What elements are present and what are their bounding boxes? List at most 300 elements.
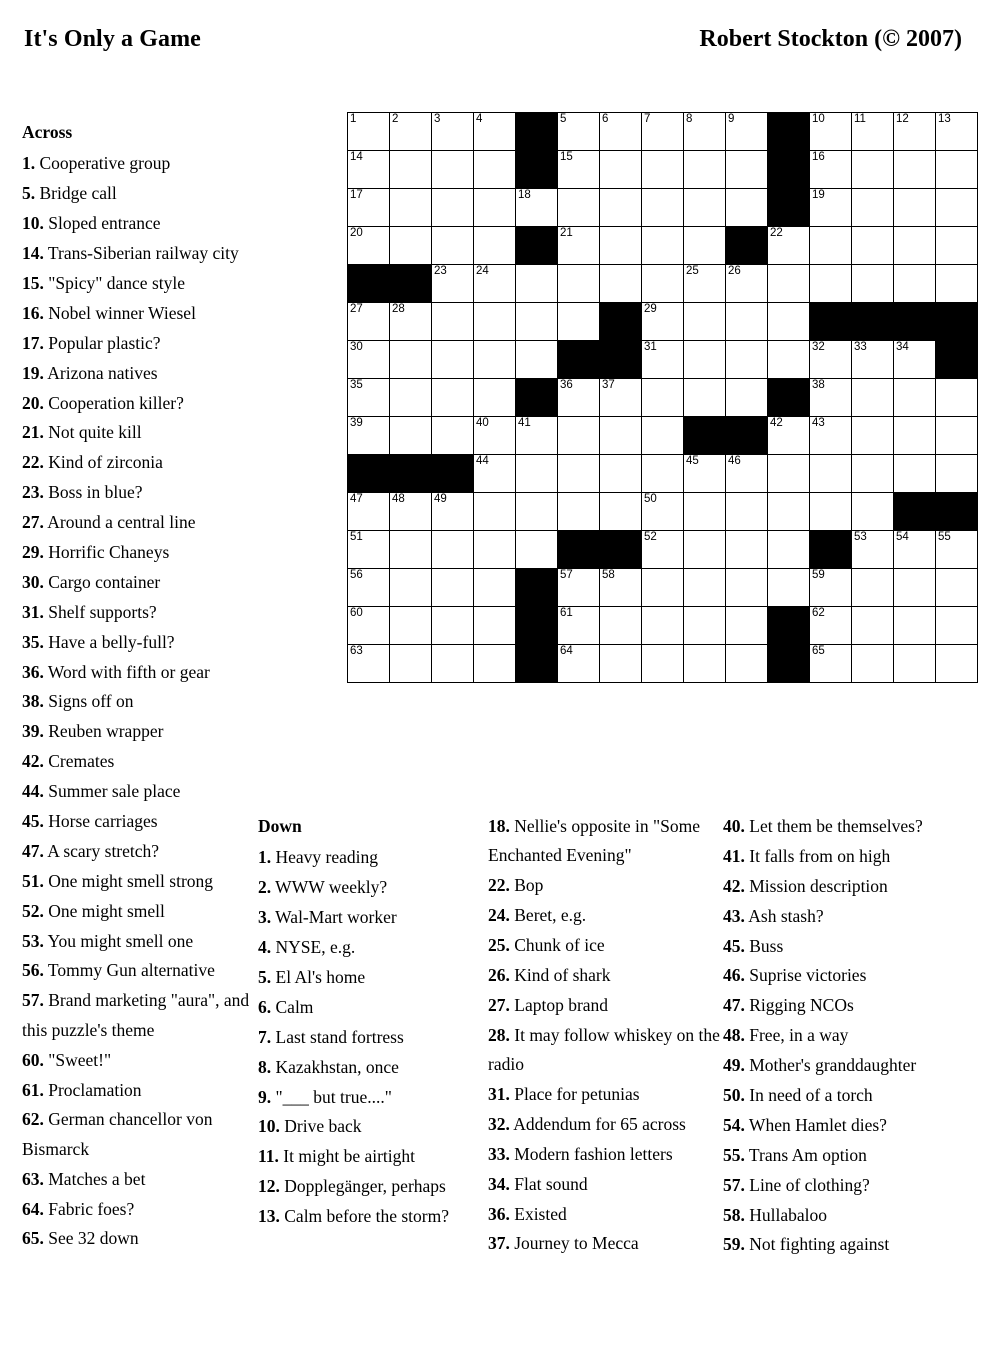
- grid-cell-block: [348, 455, 390, 493]
- grid-cell[interactable]: [684, 379, 726, 417]
- grid-cell[interactable]: [348, 227, 390, 265]
- grid-cell[interactable]: [558, 265, 600, 303]
- clue-text: You might smell one: [43, 930, 194, 951]
- clue-text: WWW weekly?: [271, 877, 388, 898]
- clue-number: 65.: [22, 1228, 44, 1249]
- grid-cell[interactable]: [936, 189, 978, 227]
- grid-cell-number: 54: [896, 531, 909, 543]
- grid-cell[interactable]: [726, 303, 768, 341]
- down-clue: [258, 1083, 488, 1112]
- grid-cell[interactable]: [558, 303, 600, 341]
- grid-cell[interactable]: [516, 189, 558, 227]
- grid-cell[interactable]: [348, 645, 390, 683]
- across-clue: [22, 568, 258, 597]
- grid-cell[interactable]: [390, 303, 432, 341]
- grid-cell[interactable]: [348, 189, 390, 227]
- grid-cell[interactable]: [810, 189, 852, 227]
- grid-cell[interactable]: [726, 455, 768, 493]
- grid-cell[interactable]: [684, 645, 726, 683]
- grid-cell[interactable]: [474, 455, 516, 493]
- grid-cell[interactable]: [432, 531, 474, 569]
- grid-cell[interactable]: [474, 493, 516, 531]
- grid-cell[interactable]: [852, 531, 894, 569]
- grid-cell[interactable]: [432, 341, 474, 379]
- grid-cell[interactable]: [642, 265, 684, 303]
- grid-cell[interactable]: [684, 455, 726, 493]
- grid-cell[interactable]: [936, 645, 978, 683]
- across-clue: [22, 418, 258, 447]
- grid-cell[interactable]: [684, 607, 726, 645]
- grid-cell-number: 15: [560, 151, 573, 163]
- grid-cell[interactable]: [390, 189, 432, 227]
- grid-cell[interactable]: [768, 531, 810, 569]
- grid-cell[interactable]: [894, 645, 936, 683]
- grid-cell[interactable]: [432, 607, 474, 645]
- grid-cell-block: [432, 455, 474, 493]
- grid-cell[interactable]: [936, 151, 978, 189]
- grid-cell-number: 51: [350, 531, 363, 543]
- grid-cell[interactable]: [432, 645, 474, 683]
- grid-cell[interactable]: [474, 417, 516, 455]
- grid-cell[interactable]: [516, 493, 558, 531]
- grid-cell-block: [684, 417, 726, 455]
- grid-cell[interactable]: [432, 493, 474, 531]
- grid-cell[interactable]: [390, 645, 432, 683]
- down-clue: [488, 991, 723, 1020]
- grid-cell[interactable]: [558, 113, 600, 151]
- down-clue: [723, 932, 963, 961]
- clue-number: 56.: [22, 960, 44, 981]
- grid-cell-block: [768, 645, 810, 683]
- grid-cell[interactable]: [936, 379, 978, 417]
- grid-cell-block: [810, 303, 852, 341]
- clue-number: 10.: [258, 1116, 280, 1137]
- grid-cell[interactable]: [432, 189, 474, 227]
- down-clue: [488, 901, 723, 930]
- grid-cell[interactable]: [600, 493, 642, 531]
- grid-cell[interactable]: [348, 417, 390, 455]
- grid-cell[interactable]: [558, 417, 600, 455]
- grid-cell[interactable]: [936, 265, 978, 303]
- grid-cell[interactable]: [768, 303, 810, 341]
- grid-cell[interactable]: [852, 189, 894, 227]
- crossword-grid[interactable]: [347, 112, 978, 683]
- grid-cell[interactable]: [432, 151, 474, 189]
- grid-cell[interactable]: [348, 531, 390, 569]
- grid-cell[interactable]: [516, 303, 558, 341]
- clue-text: Arizona natives: [43, 362, 158, 383]
- grid-cell[interactable]: [726, 379, 768, 417]
- grid-cell[interactable]: [642, 303, 684, 341]
- clue-number: 64.: [22, 1198, 44, 1219]
- grid-cell[interactable]: [810, 341, 852, 379]
- grid-cell[interactable]: [726, 607, 768, 645]
- grid-cell[interactable]: [684, 189, 726, 227]
- clue-text: Journey to Mecca: [509, 1233, 639, 1254]
- grid-cell[interactable]: [642, 189, 684, 227]
- grid-cell[interactable]: [936, 455, 978, 493]
- clue-number: 63.: [22, 1168, 44, 1189]
- clue-text: German chancellor von Bismarck: [22, 1109, 213, 1159]
- grid-cell[interactable]: [852, 493, 894, 531]
- clue-text: Shelf supports?: [43, 601, 157, 622]
- grid-cell-number: 29: [644, 303, 657, 315]
- grid-cell[interactable]: [768, 265, 810, 303]
- grid-cell[interactable]: [936, 417, 978, 455]
- grid-cell-block: [768, 379, 810, 417]
- grid-cell[interactable]: [894, 227, 936, 265]
- grid-cell[interactable]: [600, 569, 642, 607]
- clue-number: 8.: [258, 1056, 272, 1077]
- grid-cell[interactable]: [558, 189, 600, 227]
- grid-cell[interactable]: [810, 607, 852, 645]
- grid-cell-number: 52: [644, 531, 657, 543]
- grid-cell-number: 65: [812, 645, 825, 657]
- grid-cell[interactable]: [684, 265, 726, 303]
- grid-cell[interactable]: [558, 493, 600, 531]
- grid-cell[interactable]: [642, 569, 684, 607]
- across-clue: [22, 927, 258, 956]
- grid-cell[interactable]: [768, 417, 810, 455]
- grid-cell[interactable]: [348, 607, 390, 645]
- grid-cell[interactable]: [726, 341, 768, 379]
- clue-number: 1.: [258, 847, 272, 868]
- grid-cell[interactable]: [432, 417, 474, 455]
- grid-cell-number: 8: [686, 113, 693, 125]
- clue-text: Line of clothing?: [744, 1174, 870, 1195]
- grid-cell[interactable]: [516, 531, 558, 569]
- down-clue: [723, 1081, 963, 1110]
- grid-cell[interactable]: [474, 265, 516, 303]
- grid-cell[interactable]: [432, 303, 474, 341]
- grid-cell[interactable]: [726, 569, 768, 607]
- grid-cell[interactable]: [642, 113, 684, 151]
- grid-cell[interactable]: [558, 227, 600, 265]
- grid-cell[interactable]: [474, 113, 516, 151]
- clue-text: It falls from on high: [744, 845, 891, 866]
- clue-text: One might smell: [43, 900, 165, 921]
- across-clue: [22, 149, 258, 178]
- clue-text: Horse carriages: [43, 810, 158, 831]
- grid-cell[interactable]: [390, 379, 432, 417]
- clue-text: Ash stash?: [744, 905, 824, 926]
- grid-row: [348, 607, 978, 645]
- grid-cell[interactable]: [642, 607, 684, 645]
- grid-cell[interactable]: [558, 379, 600, 417]
- clue-text: Proclamation: [43, 1079, 142, 1100]
- grid-cell[interactable]: [852, 113, 894, 151]
- clue-text: Modern fashion letters: [509, 1143, 673, 1164]
- grid-cell[interactable]: [894, 113, 936, 151]
- grid-cell[interactable]: [852, 151, 894, 189]
- grid-cell[interactable]: [474, 151, 516, 189]
- grid-row: [348, 645, 978, 683]
- grid-cell[interactable]: [642, 379, 684, 417]
- clue-number: 34.: [488, 1173, 510, 1194]
- grid-cell[interactable]: [600, 265, 642, 303]
- down-clues-container-3: [723, 812, 963, 1260]
- grid-cell[interactable]: [390, 227, 432, 265]
- clue-number: 7.: [258, 1026, 272, 1047]
- grid-cell-number: 17: [350, 189, 363, 201]
- grid-cell[interactable]: [348, 569, 390, 607]
- across-clue: [22, 747, 258, 776]
- grid-cell[interactable]: [684, 151, 726, 189]
- grid-cell[interactable]: [852, 227, 894, 265]
- grid-cell[interactable]: [768, 569, 810, 607]
- grid-cell[interactable]: [390, 531, 432, 569]
- grid-cell[interactable]: [390, 493, 432, 531]
- clue-number: 42.: [723, 875, 745, 896]
- down-clue: [258, 933, 488, 962]
- grid-cell[interactable]: [474, 645, 516, 683]
- grid-cell[interactable]: [936, 227, 978, 265]
- grid-cell[interactable]: [684, 113, 726, 151]
- grid-cell[interactable]: [726, 113, 768, 151]
- grid-cell[interactable]: [684, 531, 726, 569]
- grid-cell[interactable]: [600, 227, 642, 265]
- grid-cell[interactable]: [852, 417, 894, 455]
- grid-cell-number: 16: [812, 151, 825, 163]
- grid-cell-number: 45: [686, 455, 699, 467]
- grid-cell-block: [600, 531, 642, 569]
- grid-cell-number: 57: [560, 569, 573, 581]
- grid-cell[interactable]: [894, 189, 936, 227]
- grid-cell-number: 21: [560, 227, 573, 239]
- across-clue: [22, 389, 258, 418]
- down-clue: [488, 1080, 723, 1109]
- grid-cell[interactable]: [600, 645, 642, 683]
- grid-cell[interactable]: [810, 569, 852, 607]
- clue-number: 3.: [258, 907, 272, 928]
- grid-cell[interactable]: [684, 227, 726, 265]
- clue-text: Cooperation killer?: [43, 392, 184, 413]
- grid-cell-number: 14: [350, 151, 363, 163]
- grid-cell[interactable]: [390, 417, 432, 455]
- grid-table[interactable]: [347, 112, 978, 683]
- clue-number: 26.: [488, 964, 510, 985]
- grid-cell[interactable]: [684, 341, 726, 379]
- clue-text: Popular plastic?: [43, 332, 161, 353]
- grid-cell[interactable]: [810, 227, 852, 265]
- grid-cell[interactable]: [768, 455, 810, 493]
- grid-cell[interactable]: [600, 607, 642, 645]
- grid-cell[interactable]: [684, 493, 726, 531]
- grid-cell[interactable]: [894, 151, 936, 189]
- grid-cell[interactable]: [726, 493, 768, 531]
- grid-row: [348, 531, 978, 569]
- across-clue: [22, 628, 258, 657]
- grid-cell[interactable]: [852, 569, 894, 607]
- grid-cell[interactable]: [348, 151, 390, 189]
- grid-cell[interactable]: [432, 379, 474, 417]
- grid-cell[interactable]: [642, 151, 684, 189]
- grid-cell[interactable]: [726, 531, 768, 569]
- grid-cell[interactable]: [894, 569, 936, 607]
- grid-cell[interactable]: [642, 455, 684, 493]
- grid-cell[interactable]: [852, 607, 894, 645]
- grid-cell[interactable]: [894, 265, 936, 303]
- down-clue: [258, 1112, 488, 1141]
- clue-number: 11.: [258, 1146, 279, 1167]
- grid-cell-block: [390, 265, 432, 303]
- grid-cell[interactable]: [810, 151, 852, 189]
- down-clue: [488, 961, 723, 990]
- grid-cell[interactable]: [474, 531, 516, 569]
- grid-cell[interactable]: [810, 493, 852, 531]
- grid-cell[interactable]: [642, 645, 684, 683]
- grid-cell[interactable]: [516, 455, 558, 493]
- grid-cell-number: 49: [434, 493, 447, 505]
- clue-text: Reuben wrapper: [43, 721, 164, 742]
- clue-number: 36.: [22, 661, 44, 682]
- grid-cell[interactable]: [390, 569, 432, 607]
- down-clue: [488, 1140, 723, 1169]
- down-clue: [258, 873, 488, 902]
- grid-cell[interactable]: [474, 227, 516, 265]
- grid-cell[interactable]: [894, 341, 936, 379]
- grid-cell[interactable]: [600, 113, 642, 151]
- grid-cell[interactable]: [432, 569, 474, 607]
- clue-number: 6.: [258, 996, 272, 1017]
- grid-cell[interactable]: [558, 607, 600, 645]
- across-clue: [22, 1105, 258, 1164]
- grid-cell[interactable]: [936, 607, 978, 645]
- grid-cell[interactable]: [348, 493, 390, 531]
- grid-cell[interactable]: [558, 569, 600, 607]
- grid-cell[interactable]: [642, 531, 684, 569]
- grid-cell[interactable]: [600, 151, 642, 189]
- grid-cell[interactable]: [558, 151, 600, 189]
- grid-cell[interactable]: [810, 455, 852, 493]
- clue-text: Hullabaloo: [744, 1204, 828, 1225]
- grid-cell[interactable]: [810, 379, 852, 417]
- grid-cell[interactable]: [432, 227, 474, 265]
- grid-cell[interactable]: [642, 493, 684, 531]
- grid-row: [348, 569, 978, 607]
- clue-text: Horrific Chaneys: [43, 541, 170, 562]
- grid-cell[interactable]: [642, 417, 684, 455]
- grid-cell[interactable]: [474, 303, 516, 341]
- grid-cell[interactable]: [348, 341, 390, 379]
- grid-cell[interactable]: [600, 379, 642, 417]
- grid-cell[interactable]: [348, 303, 390, 341]
- grid-cell[interactable]: [390, 151, 432, 189]
- grid-cell[interactable]: [432, 265, 474, 303]
- grid-cell-number: 11: [854, 113, 866, 125]
- grid-cell[interactable]: [852, 645, 894, 683]
- grid-cell[interactable]: [642, 341, 684, 379]
- grid-cell[interactable]: [348, 379, 390, 417]
- grid-cell[interactable]: [474, 379, 516, 417]
- grid-cell[interactable]: [600, 455, 642, 493]
- grid-cell[interactable]: [810, 113, 852, 151]
- grid-cell[interactable]: [810, 417, 852, 455]
- clue-number: 22.: [488, 875, 510, 896]
- grid-cell-number: 46: [728, 455, 741, 467]
- clue-text: Let them be themselves?: [744, 816, 923, 836]
- grid-cell-number: 2: [392, 113, 399, 125]
- clue-number: 5.: [22, 183, 36, 204]
- grid-cell[interactable]: [810, 265, 852, 303]
- grid-cell[interactable]: [516, 417, 558, 455]
- grid-cell-block: [768, 189, 810, 227]
- clue-number: 24.: [488, 905, 510, 926]
- grid-cell[interactable]: [600, 417, 642, 455]
- grid-cell[interactable]: [726, 189, 768, 227]
- grid-cell[interactable]: [474, 341, 516, 379]
- grid-cell[interactable]: [600, 189, 642, 227]
- grid-cell[interactable]: [474, 569, 516, 607]
- page-title: It's Only a Game: [24, 26, 201, 52]
- grid-cell[interactable]: [810, 645, 852, 683]
- grid-cell[interactable]: [474, 189, 516, 227]
- grid-row: [348, 151, 978, 189]
- grid-cell[interactable]: [852, 341, 894, 379]
- grid-cell-block: [516, 113, 558, 151]
- grid-cell[interactable]: [558, 455, 600, 493]
- grid-cell[interactable]: [558, 645, 600, 683]
- clue-text: Mission description: [744, 875, 888, 896]
- clue-number: 29.: [22, 541, 44, 562]
- grid-cell[interactable]: [894, 379, 936, 417]
- across-clue: [22, 1195, 258, 1224]
- grid-cell[interactable]: [768, 341, 810, 379]
- grid-cell[interactable]: [642, 227, 684, 265]
- clue-text: Bop: [509, 875, 544, 896]
- grid-cell[interactable]: [516, 265, 558, 303]
- grid-cell[interactable]: [432, 113, 474, 151]
- grid-cell[interactable]: [768, 227, 810, 265]
- grid-cell-number: 10: [812, 113, 825, 125]
- clue-text: It might be airtight: [278, 1146, 416, 1167]
- down-clue: [488, 1170, 723, 1199]
- grid-cell[interactable]: [894, 417, 936, 455]
- grid-cell[interactable]: [390, 341, 432, 379]
- grid-cell[interactable]: [390, 113, 432, 151]
- grid-cell[interactable]: [474, 607, 516, 645]
- grid-cell[interactable]: [852, 265, 894, 303]
- across-clue: [22, 986, 258, 1045]
- grid-cell[interactable]: [894, 607, 936, 645]
- clue-number: 55.: [723, 1144, 745, 1165]
- grid-cell[interactable]: [936, 113, 978, 151]
- grid-cell[interactable]: [768, 493, 810, 531]
- grid-cell-block: [726, 417, 768, 455]
- grid-cell[interactable]: [936, 531, 978, 569]
- grid-cell[interactable]: [936, 569, 978, 607]
- clue-text: Kind of shark: [509, 964, 611, 985]
- grid-cell[interactable]: [684, 303, 726, 341]
- grid-cell[interactable]: [390, 607, 432, 645]
- grid-cell[interactable]: [726, 151, 768, 189]
- grid-cell-block: [516, 607, 558, 645]
- grid-cell[interactable]: [852, 455, 894, 493]
- grid-cell[interactable]: [894, 531, 936, 569]
- grid-cell[interactable]: [348, 113, 390, 151]
- clue-text: When Hamlet dies?: [744, 1114, 887, 1135]
- grid-cell[interactable]: [516, 341, 558, 379]
- grid-cell[interactable]: [852, 379, 894, 417]
- across-clue: [22, 777, 258, 806]
- grid-cell[interactable]: [894, 455, 936, 493]
- grid-cell[interactable]: [726, 645, 768, 683]
- grid-cell[interactable]: [684, 569, 726, 607]
- grid-cell[interactable]: [726, 265, 768, 303]
- down-clue: [723, 1111, 963, 1140]
- grid-cell-number: 35: [350, 379, 363, 391]
- down-clue: [258, 843, 488, 872]
